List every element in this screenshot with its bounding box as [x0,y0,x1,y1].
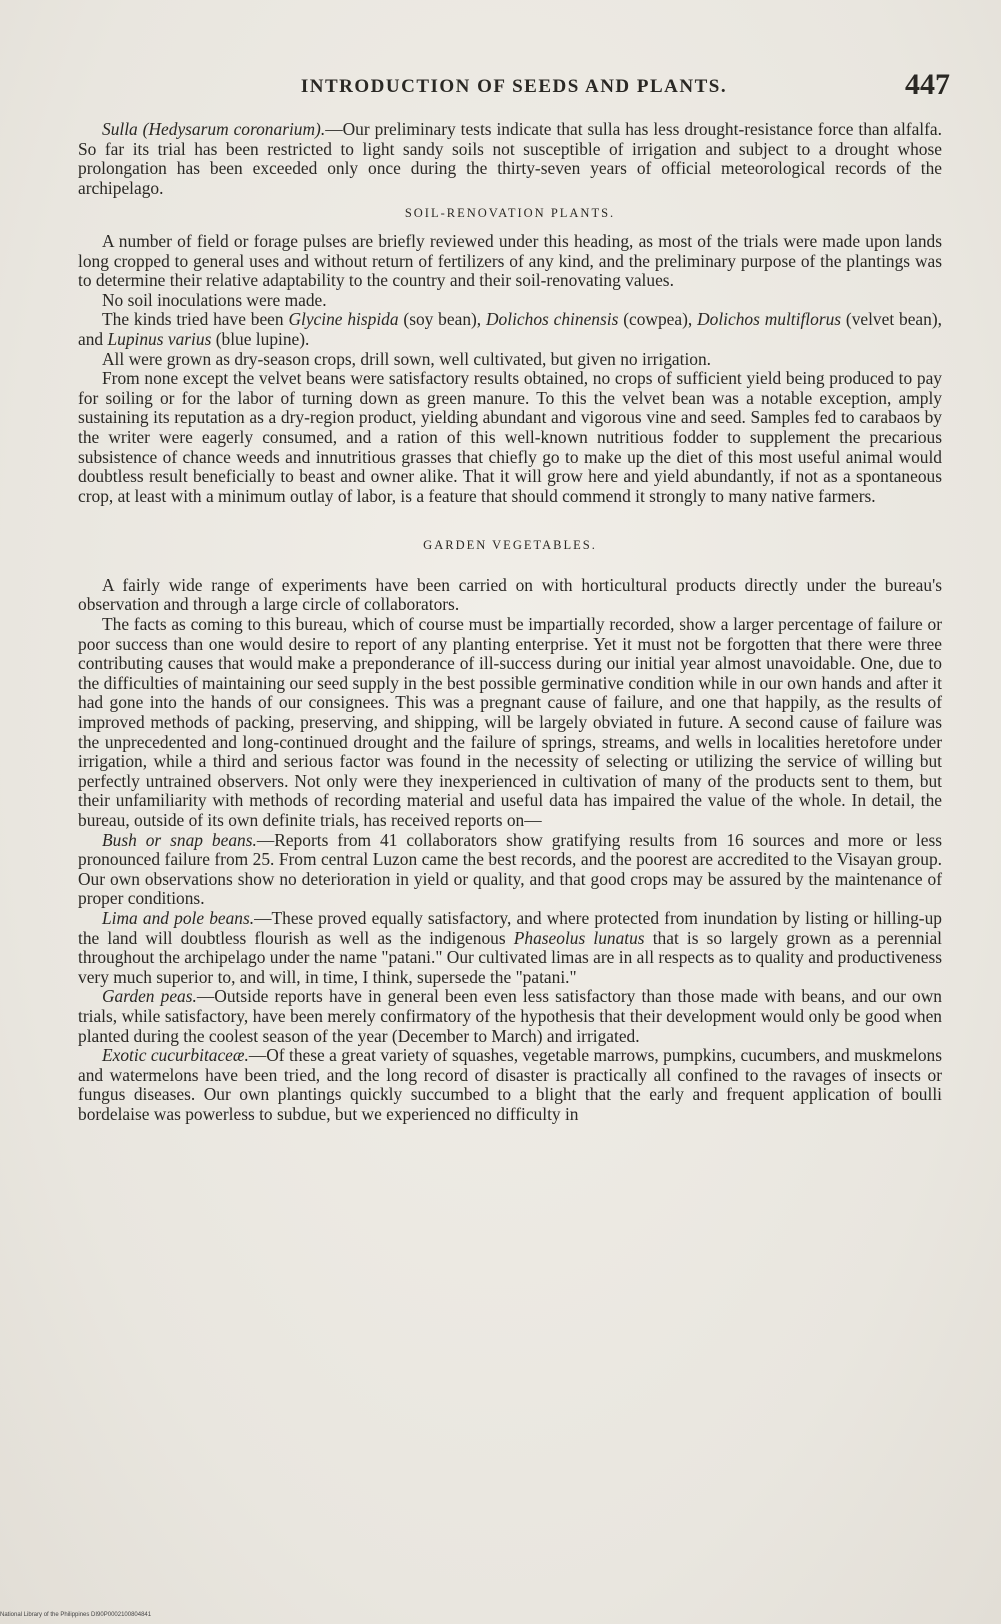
species-name: Phaseolus lunatus [513,927,645,948]
term-garden-peas: Garden peas. [102,986,197,1007]
scan-footer: National Library of the Philippines DI90P0002100804841 [0,1612,152,1618]
paragraph-garden-peas [78,987,942,1046]
text-run: (blue lupine). [211,328,310,349]
text-run: —These proved equally satisfactory, and where protected from inundation by listing or hilling-up the land will doubtless flourish as well as the indigenous [78,907,942,948]
paragraph-sulla [78,120,942,198]
section-heading-soil-renovation: SOIL-RENOVATION PLANTS. [404,206,616,221]
paragraph-bush-beans [78,831,942,909]
text-run: (velvet bean), and [78,309,942,349]
species-name: Lupinus varius [107,328,212,349]
text-run: The kinds tried have been [102,309,289,330]
section-heading-garden-vegetables: GARDEN VEGETABLES. [423,538,597,553]
paragraph-lima-beans [78,909,942,987]
paragraph-cucurbitaceae [78,1046,942,1124]
species-name: Dolichos chinensis [486,309,619,330]
paragraph-velvet-beans: From none except the velvet beans were satisfactory results obtained, no crops of sufficient yield being produced to pay for soiling or for the labor of turning down as green manure. To this the velvet bean was a notable exception, amply sustaining its reputation as a dry-region product, yielding abundant and vigorous vine and seed. Samples fed to carabaos by the writer were eagerly consumed, and a ration of this well-known nutritious fodder to supplement the precarious subsistence of chance weeds and innutritious grasses that chiefly go to make up the diet of this most useful animal would doubtless result beneficially to beast and owner alike. That it will grow here and yield abundantly, if not as a spontaneous crop, at least with a minimum outlay of labor, is a feature that should commend it strongly to many native farmers. [78,368,942,506]
paragraph-facts: The facts as coming to this bureau, which of course must be impartially recorded, show a larger percentage of failure or poor success than one would desire to report of any planting enterprise. Yet it must not be forgotten that there were three contributing causes that would make a preponderance of ill-success during our initial year almost unavoidable. One, due to the difficulties of maintaining our seed supply in the best possible germinative condition while in our own hands and after it had gone into the hands of our consignees. This was a pregnant cause of failure, and one that happily, as the results of improved methods of packing, preserving, and shipping, will be largely obviated in future. A second cause of failure was the unprecedented and long-continued drought and the failure of springs, streams, and wells in localities heretofore under irrigation, while a third and serious factor was found in the necessity of selecting or utilizing the service of willing but perfectly untrained observers. Not only were they inexperienced in cultivation of many of the products sent to them, but their unfamiliarity with methods of recording material and useful data has impaired the value of the whole. In detail, the bureau, outside of its own definite trials, has received reports on— [78,614,942,830]
paragraph-cucurbitaceae-text: —Of these a great variety of squashes, vegetable marrows, pumpkins, cucumbers, and muskmelons and watermelons have been tried, and the long record of disaster is practically all confined to the ravages of insects or fungus diseases. Our own plantings quickly succumbed to a blight that the early and frequent application of boulli bordelaise was powerless to subdue, but we experienced no difficulty in [78,1045,942,1124]
paragraph-kinds-tried [78,310,942,349]
paragraph-dry-season: All were grown as dry-season crops, drill sown, well cultivated, but given no irrigation. [102,348,712,369]
paragraph-soil-intro: A number of field or forage pulses are briefly reviewed under this heading, as most of the trials were made upon lands long cropped to general uses and without return of fertilizers of any kind, and the preliminary purpose of the plantings was to determine their relative adaptability to the country and their soil-renovating values. [78,230,942,291]
paragraph-garden-peas-text: —Outside reports have in general been even less satisfactory than those made with beans, and our own trials, while satisfactory, have been merely confirmatory of the hypothesis that their development would only be good when planted during the coolest season of the year (December to March) and irrigated. [78,986,942,1046]
term-lima-beans: Lima and pole beans. [102,907,255,928]
term-bush-beans: Bush or snap beans. [102,829,257,850]
term-cucurbitaceae: Exotic cucurbitaceæ. [102,1045,249,1066]
page-body [78,120,942,1125]
paragraph-no-inoculations: No soil inoculations were made. [102,289,327,310]
paragraph-sulla-text: —Our preliminary tests indicate that sulla has less drought-resistance force than alfalfa. So far its trial has been restricted to light sandy soils not susceptible of irrigation and subject to a drought whose prolongation has been exceeded only once during the thirty-seven years of official meteorological records of the archipelago. [78,119,942,198]
text-run: (soy bean), [398,309,486,330]
species-name: Glycine hispida [288,309,399,330]
running-title: INTRODUCTION OF SEEDS AND PLANTS. [300,76,728,97]
term-sulla: Sulla (Hedysarum coronarium). [102,119,326,139]
page-number: 447 [905,68,950,101]
text-run: that is so largely grown as a perennial throughout the archipelago under the name "patani." Our cultivated limas are in all respects as to quality and productiveness very much superior to, and will, in time, I think, supersede the "patani." [78,927,942,987]
page-header [78,68,950,108]
paragraph-experiments: A fairly wide range of experiments have been carried on with horticultural products directly under the bureau's observation and through a large circle of collaborators. [78,574,942,615]
text-run: (cowpea), [618,309,698,330]
paragraph-bush-beans-text: —Reports from 41 collaborators show gratifying results from 16 sources and more or less pronounced failure from 25. From central Luzon came the best records, and the poorest are accredited to the Visayan group. Our own observations show no deterioration in yield or quality, and that good crops may be assured by the maintenance of proper conditions. [78,829,943,909]
species-name: Dolichos multiflorus [697,309,842,330]
